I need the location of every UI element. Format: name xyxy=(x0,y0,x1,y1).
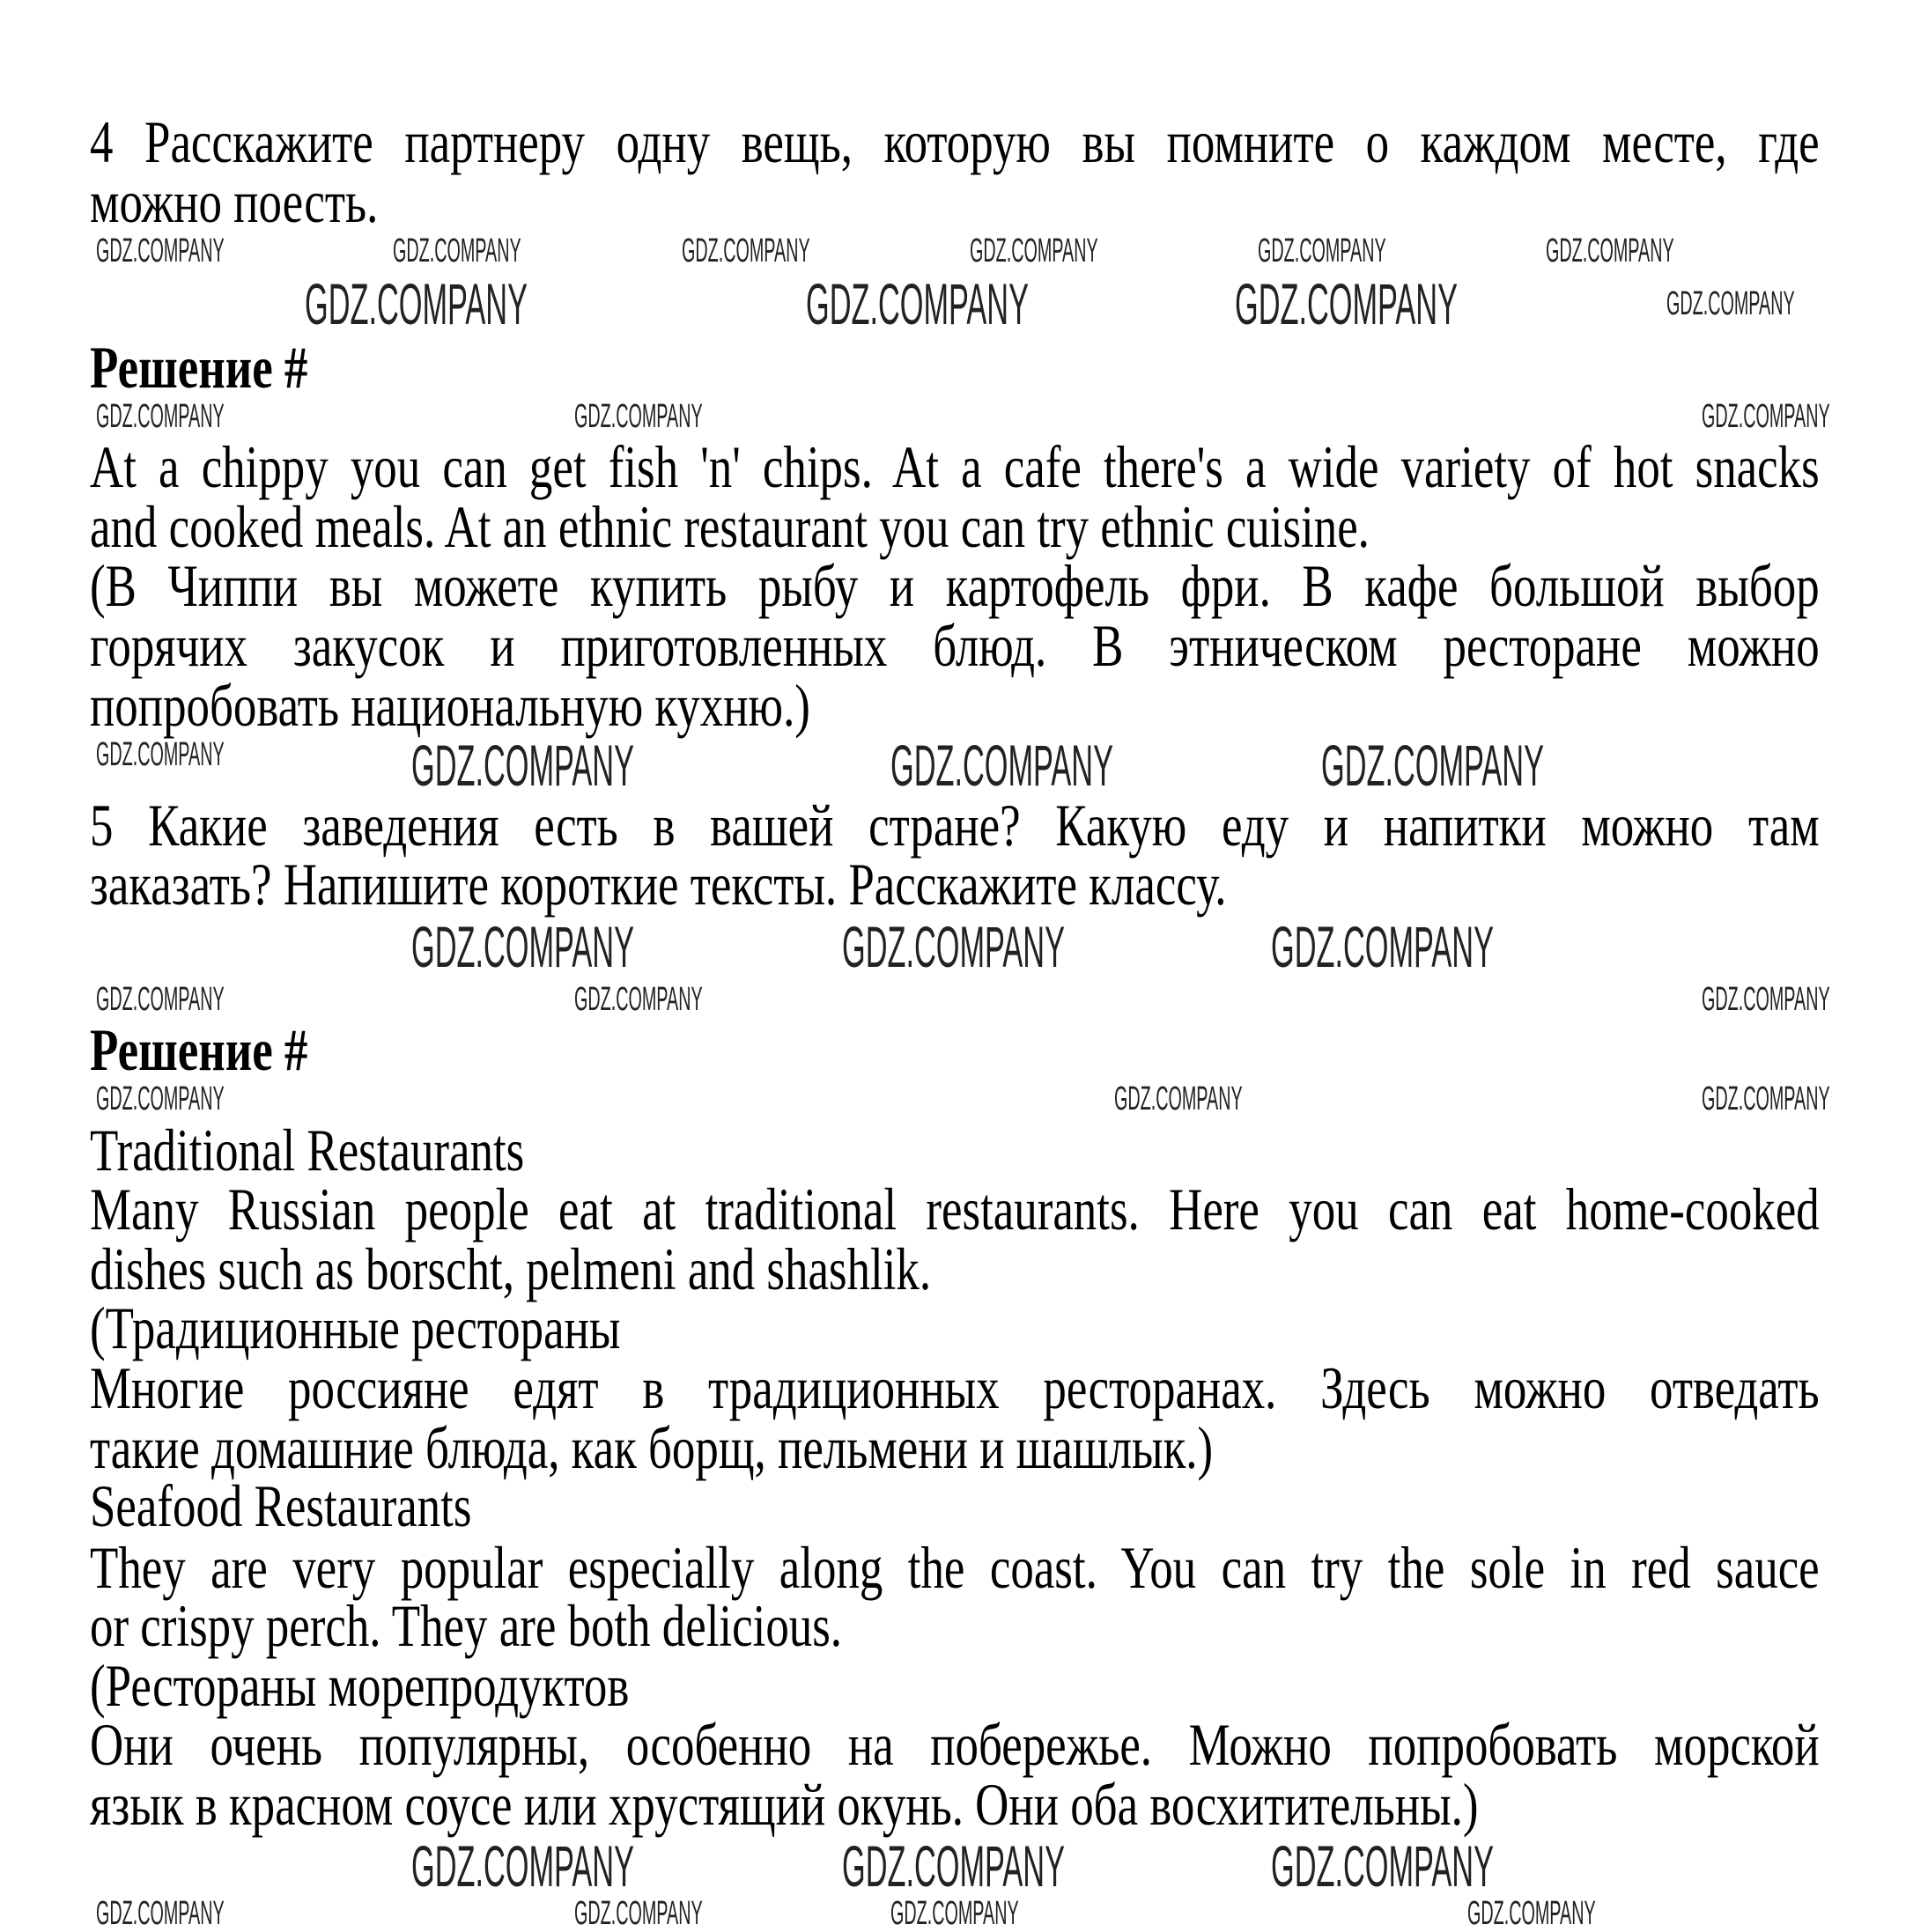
watermark-text: GDZ.COMPANY xyxy=(411,1833,634,1899)
task4-answer-line: попробовать национальную кухню.) xyxy=(90,672,810,739)
watermark-text: GDZ.COMPANY xyxy=(970,232,1098,269)
task4-answer-line: (В Чиппи вы можете купить рыбу и картофель фри. В кафе большой выбор xyxy=(90,552,1820,619)
watermark-text: GDZ.COMPANY xyxy=(1702,981,1830,1018)
task4-question-line-1: 4 Расскажите партнеру одну вещь, которую вы помните о каждом месте, где xyxy=(90,108,1820,175)
task4-solution-heading: Решение # xyxy=(90,334,308,401)
watermark-text: GDZ.COMPANY xyxy=(96,1080,225,1117)
watermark-text: GDZ.COMPANY xyxy=(96,1895,225,1932)
watermark-text: GDZ.COMPANY xyxy=(1702,1080,1830,1117)
watermark-text: GDZ.COMPANY xyxy=(1702,398,1830,435)
task5-answer-line: такие домашние блюда, как борщ, пельмени и шашлык.) xyxy=(90,1414,1214,1481)
watermark-text: GDZ.COMPANY xyxy=(842,1833,1065,1899)
watermark-text: GDZ.COMPANY xyxy=(96,981,225,1018)
watermark-text: GDZ.COMPANY xyxy=(393,232,521,269)
watermark-text: GDZ.COMPANY xyxy=(96,398,225,435)
task5-answer-line: Они очень популярны, особенно на побережье. Можно попробовать морской xyxy=(90,1711,1820,1778)
watermark-text: GDZ.COMPANY xyxy=(1258,232,1386,269)
watermark-text: GDZ.COMPANY xyxy=(1666,285,1795,322)
watermark-text: GDZ.COMPANY xyxy=(1467,1895,1596,1932)
task5-question-line-1: 5 Какие заведения есть в вашей стране? Какую еду и напитки можно там xyxy=(90,792,1820,859)
task4-answer-line: At a chippy you can get fish 'n' chips. At a cafe there's a wide variety of hot snacks xyxy=(90,433,1820,500)
task5-solution-heading: Решение # xyxy=(90,1016,308,1083)
watermark-text: GDZ.COMPANY xyxy=(96,232,225,269)
task5-answer-line: dishes such as borscht, pelmeni and shashlik. xyxy=(90,1235,932,1302)
task5-answer-line: They are very popular especially along the coast. You can try the sole in red sauce xyxy=(90,1534,1820,1601)
task4-answer-line: and cooked meals. At an ethnic restaurant you can try ethnic cuisine. xyxy=(90,493,1370,560)
task5-answer-line: Многие россияне едят в традиционных ресторанах. Здесь можно отведать xyxy=(90,1354,1820,1421)
task5-answer-line: Seafood Restaurants xyxy=(90,1472,472,1539)
task5-answer-line: (Традиционные рестораны xyxy=(90,1294,621,1361)
watermark-text: GDZ.COMPANY xyxy=(411,733,634,798)
task5-answer-line: Many Russian people eat at traditional restaurants. Here you can eat home-cooked xyxy=(90,1176,1820,1243)
watermark-text: GDZ.COMPANY xyxy=(842,914,1065,979)
watermark-text: GDZ.COMPANY xyxy=(574,981,703,1018)
watermark-text: GDZ.COMPANY xyxy=(890,1895,1019,1932)
watermark-text: GDZ.COMPANY xyxy=(574,398,703,435)
task4-question-line-2: можно поесть. xyxy=(90,168,379,235)
task5-question-line-2: заказать? Напишите короткие тексты. Расскажите классу. xyxy=(90,851,1227,918)
watermark-text: GDZ.COMPANY xyxy=(682,232,810,269)
watermark-text: GDZ.COMPANY xyxy=(1321,733,1544,798)
watermark-text: GDZ.COMPANY xyxy=(96,736,225,773)
task5-answer-line: язык в красном соусе или хрустящий окунь. Они оба восхитительны.) xyxy=(90,1771,1479,1838)
watermark-text: GDZ.COMPANY xyxy=(890,733,1113,798)
watermark-text: GDZ.COMPANY xyxy=(806,271,1029,336)
task5-answer-line: Traditional Restaurants xyxy=(90,1117,525,1184)
task5-answer-line: (Рестораны морепродуктов xyxy=(90,1652,630,1719)
watermark-text: GDZ.COMPANY xyxy=(1271,914,1494,979)
watermark-text: GDZ.COMPANY xyxy=(1235,271,1458,336)
watermark-text: GDZ.COMPANY xyxy=(1546,232,1674,269)
watermark-text: GDZ.COMPANY xyxy=(1271,1833,1494,1899)
task4-answer-line: горячих закусок и приготовленных блюд. В этническом ресторане можно xyxy=(90,612,1820,679)
task5-answer-line: or crispy perch. They are both delicious. xyxy=(90,1592,843,1659)
watermark-text: GDZ.COMPANY xyxy=(305,271,528,336)
watermark-text: GDZ.COMPANY xyxy=(1114,1080,1243,1117)
watermark-text: GDZ.COMPANY xyxy=(574,1895,703,1932)
watermark-text: GDZ.COMPANY xyxy=(411,914,634,979)
